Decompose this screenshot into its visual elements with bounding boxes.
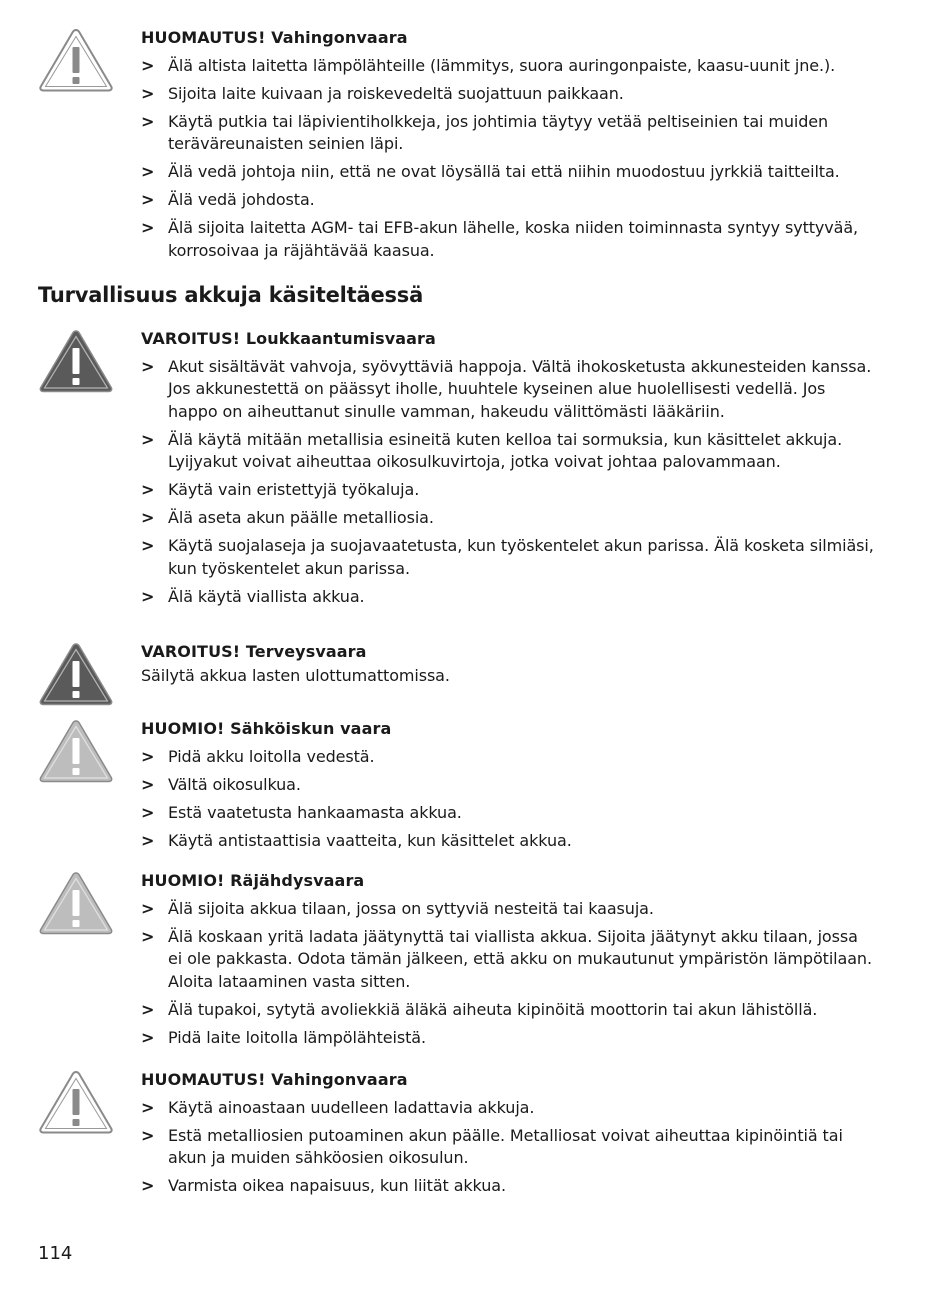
caution-list — [141, 898, 876, 1050]
bullet-marker: > — [141, 1097, 155, 1117]
list-item — [141, 926, 876, 994]
bullet-marker: > — [141, 218, 155, 237]
list-item-text: Älä sijoita laitetta AGM- tai EFB-akun lähelle, koska niiden toiminnasta syntyy syttyvää, korrosoivaa ja räjähtävää kaasua. — [168, 218, 859, 260]
list-item — [141, 746, 876, 769]
list-item — [141, 898, 876, 921]
bullet-marker: > — [141, 774, 155, 794]
warning-triangle-light-icon — [38, 718, 114, 784]
list-item-text: Älä altista laitetta lämpölähteille (lämmitys, suora auringonpaiste, kaasu-uunit jne.). — [168, 55, 836, 75]
bullet-marker: > — [141, 536, 155, 555]
list-item-text: Älä aseta akun päälle metalliosia. — [168, 508, 434, 527]
bullet-marker: > — [141, 999, 155, 1019]
bullet-marker: > — [141, 830, 155, 850]
bullet-marker: > — [141, 898, 155, 918]
list-item — [141, 586, 876, 609]
list-item — [141, 356, 876, 424]
warning-triangle-dark-icon — [38, 641, 114, 707]
list-item — [141, 83, 876, 106]
list-item — [141, 161, 876, 184]
list-item-text: Käytä suojalaseja ja suojavaatetusta, kun työskentelet akun parissa. Älä kosketa silmiäsi, kun työskentelet akun parissa. — [168, 536, 874, 578]
warning-text: Säilytä akkua lasten ulottumattomissa. — [141, 666, 450, 685]
bullet-marker: > — [141, 356, 155, 376]
notice-list — [141, 1097, 876, 1198]
list-item-text: Pidä akku loitolla vedestä. — [168, 746, 375, 766]
page-number: 114 — [38, 1243, 73, 1264]
list-item — [141, 774, 876, 797]
section-title: Turvallisuus akkuja käsiteltäessä — [38, 283, 424, 307]
list-item — [141, 1175, 876, 1198]
list-item-text: Käytä antistaattisia vaatteita, kun käsittelet akkua. — [168, 830, 572, 850]
list-item-text: Estä vaatetusta hankaamasta akkua. — [168, 802, 462, 822]
list-item-text: Älä tupakoi, sytytä avoliekkiä äläkä aiheuta kipinöitä moottorin tai akun lähistöllä. — [168, 999, 818, 1019]
list-item-text: Älä vedä johtoja niin, että ne ovat löysällä tai että niihin muodostuu jyrkkiä taitteilta. — [168, 162, 840, 181]
caution-list — [141, 746, 876, 853]
list-item-text: Käytä ainoastaan uudelleen ladattavia akkuja. — [168, 1097, 535, 1117]
bullet-marker: > — [141, 586, 155, 606]
list-item — [141, 111, 876, 156]
list-item-text: Varmista oikea napaisuus, kun liität akkua. — [168, 1176, 506, 1195]
bullet-marker: > — [141, 802, 155, 822]
notice-heading: HUOMAUTUS! Vahingonvaara — [141, 28, 408, 47]
bullet-marker: > — [141, 162, 155, 181]
list-item-text: Älä käytä viallista akkua. — [168, 586, 365, 606]
list-item — [141, 1097, 876, 1120]
list-item — [141, 217, 876, 262]
notice-heading: HUOMAUTUS! Vahingonvaara — [141, 1070, 408, 1089]
warning-triangle-outline-icon — [38, 27, 114, 93]
list-item — [141, 507, 876, 530]
warning-heading: VAROITUS! Terveysvaara — [141, 642, 367, 661]
list-item-text: Käytä vain eristettyjä työkaluja. — [168, 480, 420, 499]
bullet-marker: > — [141, 1125, 155, 1145]
list-item-text: Akut sisältävät vahvoja, syövyttäviä happoja. Vältä ihokosketusta akkunesteiden kanssa. Jos akkunestettä on päässyt iholle, huuhtele kyseinen alue huolellisesti vedellä. Jos happo on aiheuttanut sinulle vamman, hakeudu välittömästi lääkäriin. — [168, 356, 872, 421]
bullet-marker: > — [141, 508, 155, 527]
bullet-marker: > — [141, 190, 155, 209]
list-item — [141, 189, 876, 212]
warning-heading: VAROITUS! Loukkaantumisvaara — [141, 329, 436, 348]
bullet-marker: > — [141, 1176, 155, 1195]
notice-list — [141, 55, 876, 263]
list-item — [141, 429, 876, 474]
list-item — [141, 802, 876, 825]
warning-list — [141, 356, 876, 609]
list-item — [141, 1027, 876, 1050]
list-item — [141, 535, 876, 580]
list-item — [141, 999, 876, 1022]
bullet-marker: > — [141, 480, 155, 499]
list-item-text: Älä vedä johdosta. — [168, 190, 315, 209]
list-item-text: Vältä oikosulkua. — [168, 774, 301, 794]
list-item — [141, 1125, 876, 1170]
list-item-text: Käytä putkia tai läpivientiholkkeja, jos johtimia täytyy vetää peltiseinien tai muiden teräväreunaisten seinien läpi. — [168, 111, 829, 153]
bullet-marker: > — [141, 55, 155, 75]
list-item-text: Älä sijoita akkua tilaan, jossa on syttyviä nesteitä tai kaasuja. — [168, 898, 654, 918]
list-item — [141, 55, 876, 78]
list-item — [141, 479, 876, 502]
warning-triangle-light-icon — [38, 870, 114, 936]
list-item-text: Sijoita laite kuivaan ja roiskevedeltä suojattuun paikkaan. — [168, 83, 624, 103]
bullet-marker: > — [141, 746, 155, 766]
warning-triangle-outline-icon — [38, 1069, 114, 1135]
bullet-marker: > — [141, 83, 155, 103]
list-item-text: Pidä laite loitolla lämpölähteistä. — [168, 1027, 426, 1047]
list-item-text: Estä metalliosien putoaminen akun päälle. Metalliosat voivat aiheuttaa kipinöintiä tai akun ja muiden sähköosien oikosulun. — [168, 1125, 843, 1167]
list-item-text: Älä käytä mitään metallisia esineitä kuten kelloa tai sormuksia, kun käsittelet akkuja. Lyijyakut voivat aiheuttaa oikosulkuvirtoja, jotka voivat johtaa palovammaan. — [168, 429, 843, 471]
bullet-marker: > — [141, 926, 155, 946]
caution-heading: HUOMIO! Räjähdysvaara — [141, 871, 365, 890]
list-item-text: Älä koskaan yritä ladata jäätynyttä tai viallista akkua. Sijoita jäätynyt akku tilaan, jossa ei ole pakkasta. Odota tämän jälkeen, että akku on mukautunut ympäristön lämpötilaan. Aloita lataaminen vasta sitten. — [168, 926, 872, 991]
bullet-marker: > — [141, 111, 155, 131]
list-item — [141, 830, 876, 853]
caution-heading: HUOMIO! Sähköiskun vaara — [141, 719, 392, 738]
warning-triangle-dark-icon — [38, 328, 114, 394]
bullet-marker: > — [141, 1027, 155, 1047]
bullet-marker: > — [141, 429, 155, 449]
